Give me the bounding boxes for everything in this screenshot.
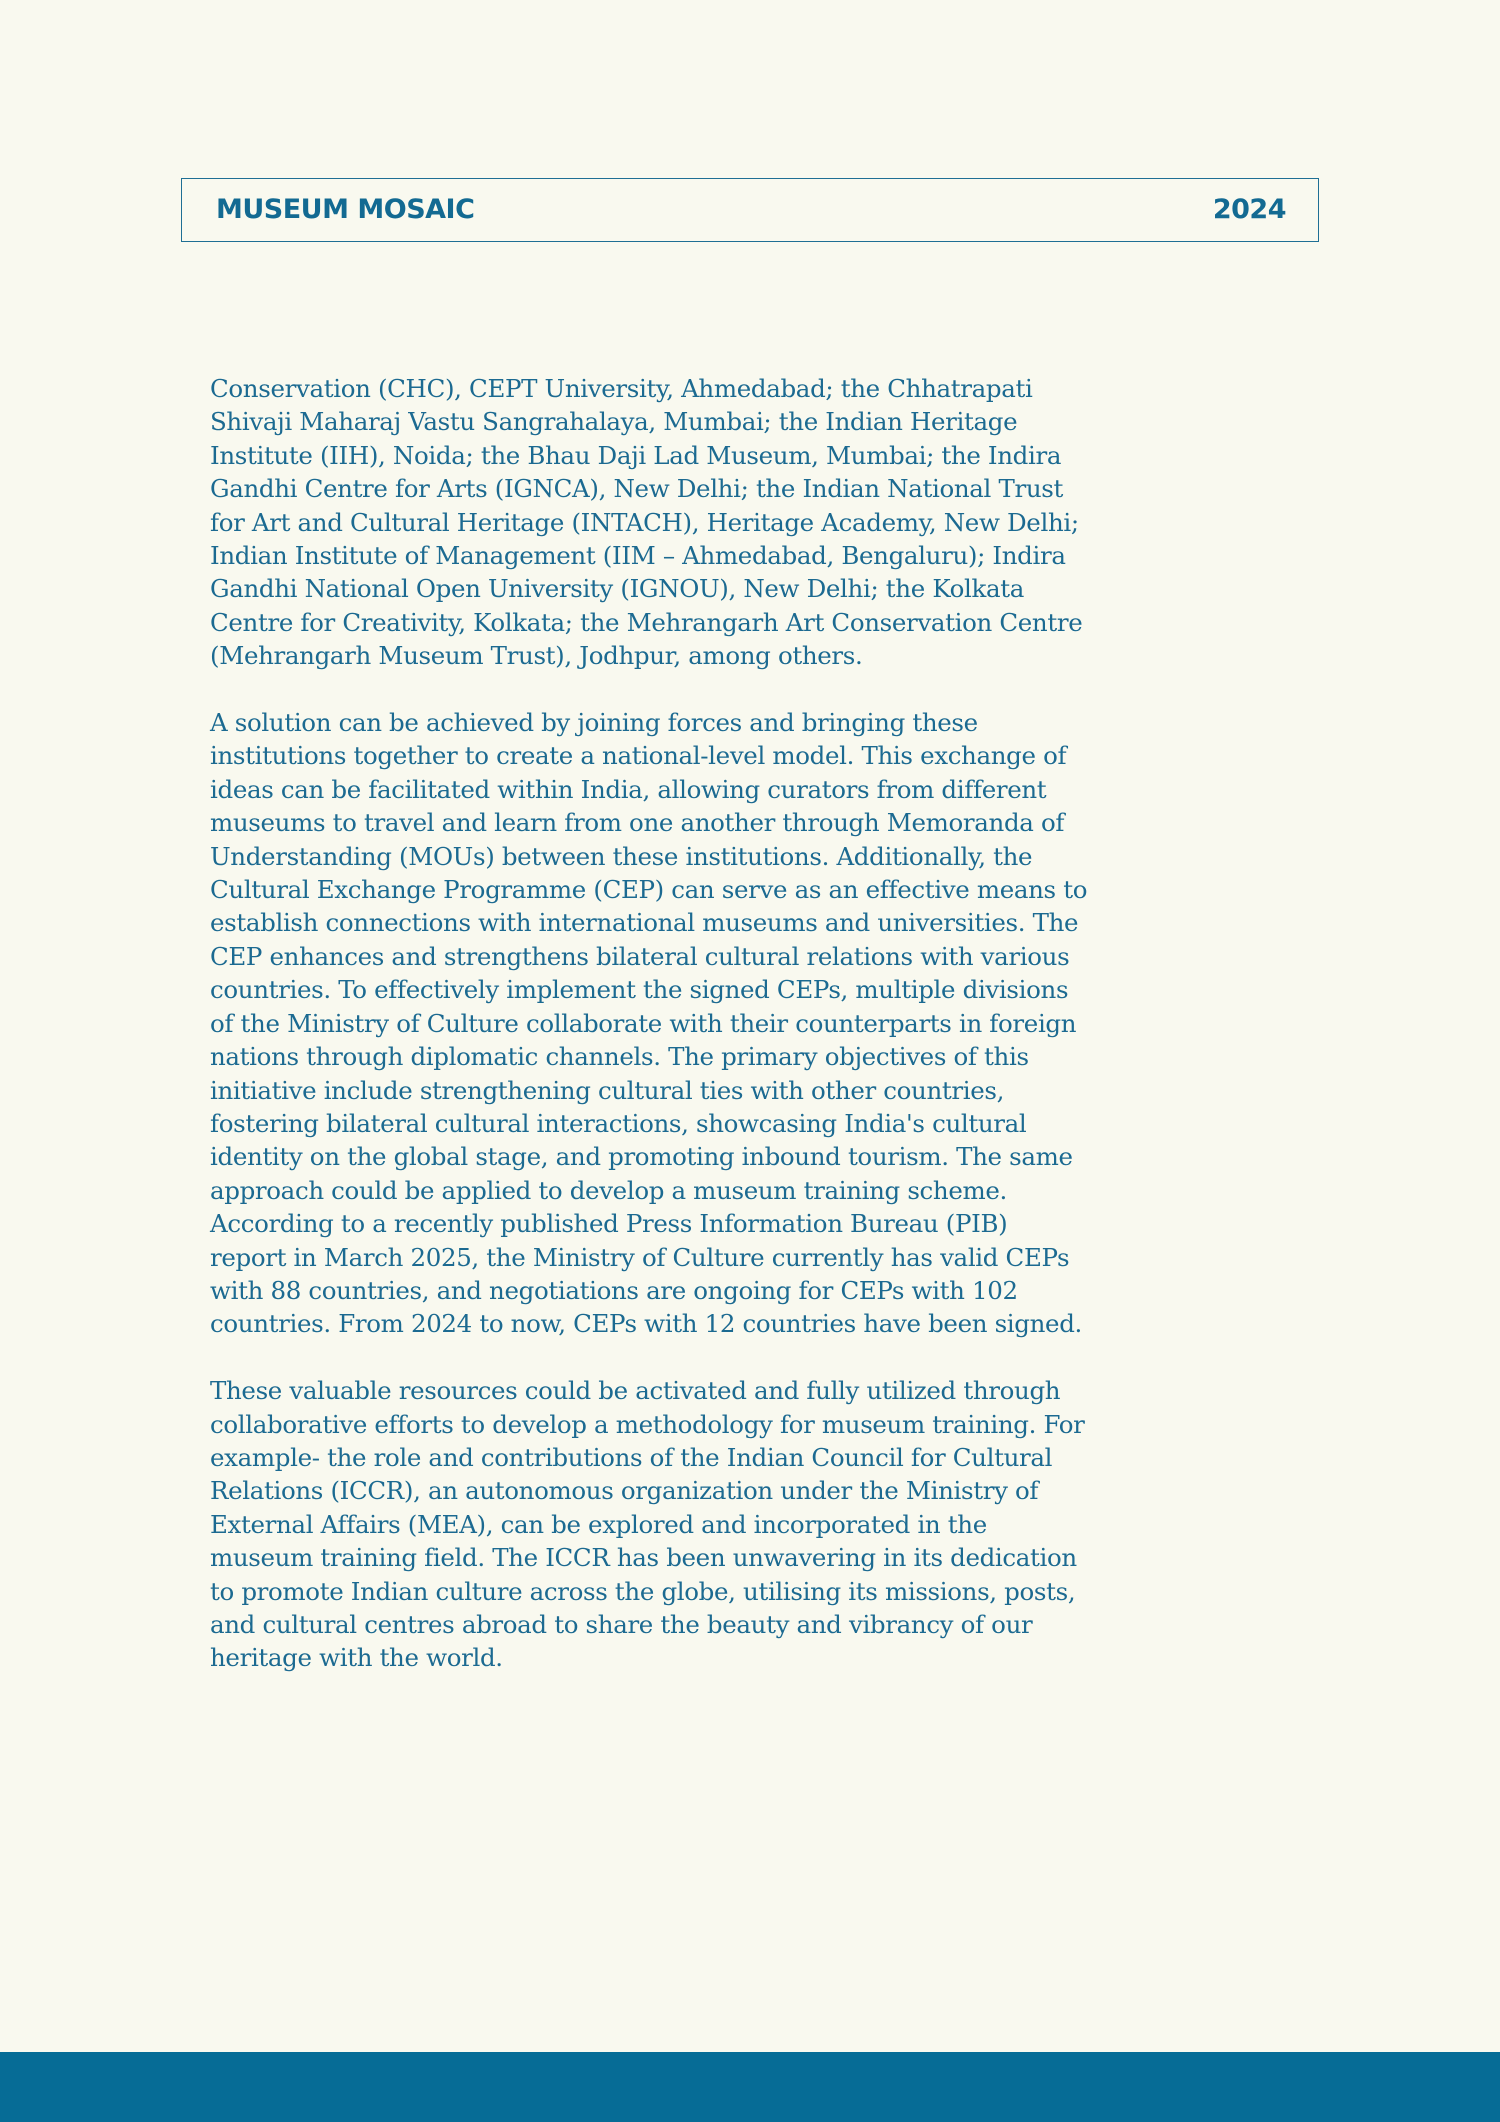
paragraph: These valuable resources could be activated and fully utilized through collaborative efforts to develop a methodology for museum training. For example- the role and contributions of the Indian Council for Cultural Relations (ICCR), an autonomous organization under the Ministry of External Affairs (MEA), can be explored and incorporated in the museum training field. The ICCR has been unwavering in its dedication to promote Indian culture across the globe, utilising its missions, posts, and cultural centres abroad to share the beauty and vibrancy of our heritage with the world.: [210, 1376, 1085, 1673]
paragraph: Conservation (CHC), CEPT University, Ahmedabad; the Chhatrapati Shivaji Maharaj Vastu Sangrahalaya, Mumbai; the Indian Heritage Institute (IIH), Noida; the Bhau Daji Lad Museum, Mumbai; the Indira Gandhi Centre for Arts (IGNCA), New Delhi; the Indian National Trust for Art and Cultural Heritage (INTACH), Heritage Academy, New Delhi; Indian Institute of Management (IIM – Ahmedabad, Bengaluru); Indira Gandhi National Open University (IGNOU), New Delhi; the Kolkata Centre for Creativity, Kolkata; the Mehrangarh Art Conservation Centre (Mehrangarh Museum Trust), Jodhpur, among others.: [210, 374, 1083, 671]
publication-title: MUSEUM MOSAIC: [216, 194, 475, 225]
publication-year: 2024: [1212, 194, 1286, 225]
article-body: [210, 372, 1090, 1708]
footer-bar: [0, 2052, 1500, 2122]
paragraph: A solution can be achieved by joining forces and bringing these institutions together to create a national-level model. This exchange of ideas can be facilitated within India, allowing curators from different museums to travel and learn from one another through Memoranda of Understanding (MOUs) between these institutions. Additionally, the Cultural Exchange Programme (CEP) can serve as an effective means to establish connections with international museums and universities. The CEP enhances and strengthens bilateral cultural relations with various countries. To effectively implement the signed CEPs, multiple divisions of the Ministry of Culture collaborate with their counterparts in foreign nations through diplomatic channels. The primary objectives of this initiative include strengthening cultural ties with other countries, fostering bilateral cultural interactions, showcasing India's cultural identity on the global stage, and promoting inbound tourism. The same approach could be applied to develop a museum training scheme. According to a recently published Press Information Bureau (PIB) report in March 2025, the Ministry of Culture currently has valid CEPs with 88 countries, and negotiations are ongoing for CEPs with 102 countries. From 2024 to now, CEPs with 12 countries have been signed.: [210, 708, 1088, 1339]
page-header: [181, 178, 1319, 242]
